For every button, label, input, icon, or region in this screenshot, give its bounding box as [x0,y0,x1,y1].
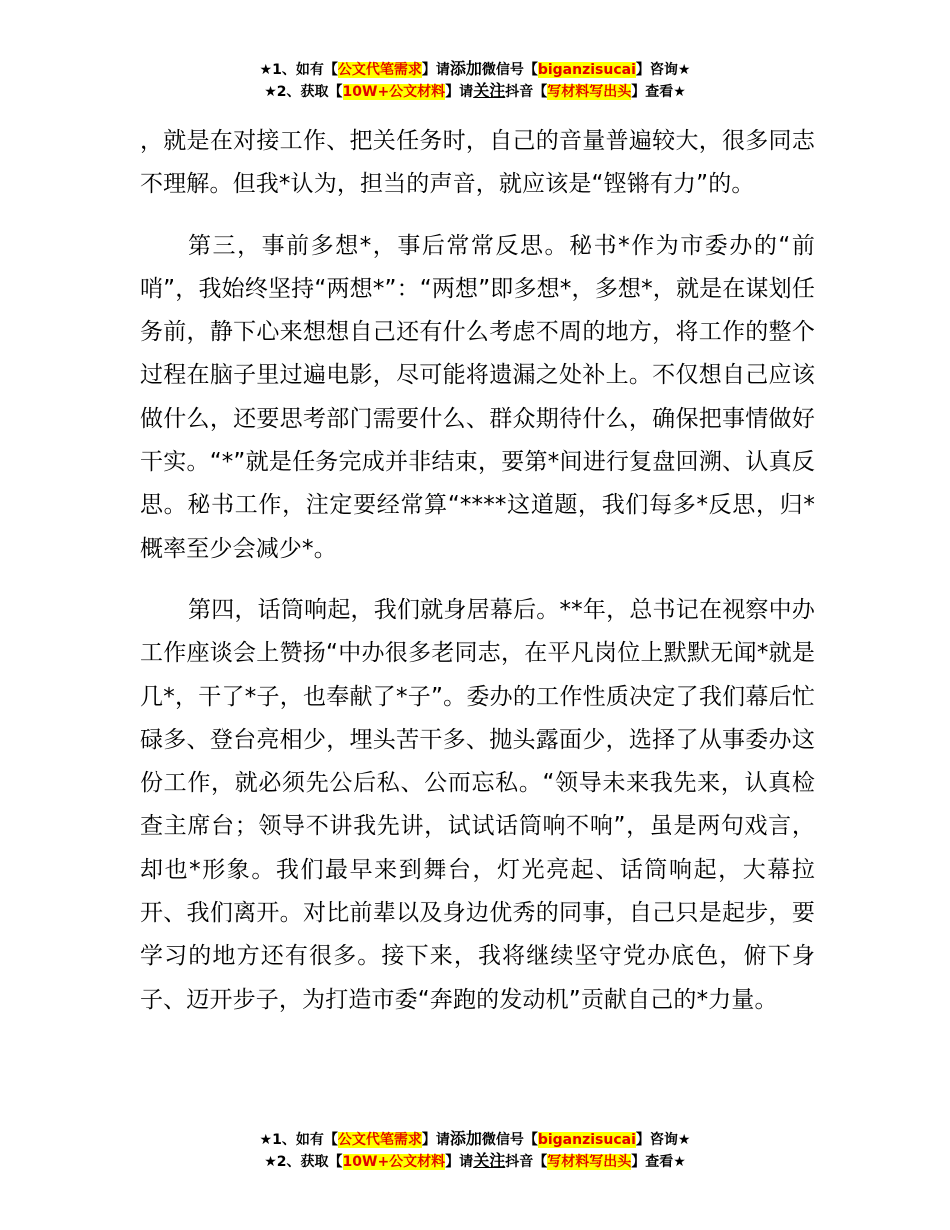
highlight-wechat-id: biganzisucai [537,62,636,78]
banner-line-2: ★2、获取【10W+公文材料】请关注抖音【写材料写出头】查看★ [264,1151,686,1170]
highlight-douyin: 写材料写出头 [547,84,632,100]
highlight-douyin: 写材料写出头 [547,1154,632,1170]
footer-banner [0,1128,950,1172]
document-body [140,120,815,1022]
highlight-materials: 10W+公文材料 [342,1154,446,1170]
highlight-wechat-id: biganzisucai [537,1132,636,1148]
banner-line-2: ★2、获取【10W+公文材料】请关注抖音【写材料写出头】查看★ [264,81,686,100]
highlight-materials: 10W+公文材料 [342,84,446,100]
highlight-service: 公文代笔需求 [337,1132,422,1148]
header-banner [0,58,950,102]
paragraph-3: 第四，话筒响起，我们就身居幕后。**年，总书记在视察中办工作座谈会上赞扬“中办很多老同志，在平凡岗位上默默无闻*就是几*，干了*子，也奉献了*子”。委办的工作性质决定了我们幕后忙碌多、登台亮相少，埋头苦干多、抛头露面少，选择了从事委办这份工作，就必须先公后私、公而忘私。“领导未来我先来，认真检查主席台；领导不讲我先讲，试试话筒响不响”，虽是两句戏言，却也*形象。我们最早来到舞台，灯光亮起、话筒响起，大幕拉开、我们离开。对比前辈以及身边优秀的同事，自己只是起步，要学习的地方还有很多。接下来，我将继续坚守党办底色，俯下身子、迈开步子，为打造市委“奔跑的发动机”贡献自己的*力量。 [140,596,815,1013]
paragraph-2: 第三，事前多想*，事后常常反思。秘书*作为市委办的“前哨”，我始终坚持“两想*”：“两想”即多想*，多想*，就是在谋划任务前，静下心来想想自己还有什么考虑不周的地方，将工作的整个过程在脑子里过遍电影，尽可能将遗漏之处补上。不仅想自己应该做什么，还要思考部门需要什么、群众期待什么，确保把事情做好干实。“*”就是任务完成并非结束，要第*间进行复盘回溯、认真反思。秘书工作，注定要经常算“****这道题，我们每多*反思，归*概率至少会减少*。 [140,232,815,562]
highlight-service: 公文代笔需求 [337,62,422,78]
banner-line-1: ★1、如有【公文代笔需求】请添加微信号【biganzisucai】咨询★ [259,1129,691,1148]
paragraph-1: ，就是在对接工作、把关任务时，自己的音量普遍较大，很多同志不理解。但我*认为，担当的声音，就应该是“铿锵有力”的。 [140,128,815,198]
banner-line-1: ★1、如有【公文代笔需求】请添加微信号【biganzisucai】咨询★ [259,59,691,78]
